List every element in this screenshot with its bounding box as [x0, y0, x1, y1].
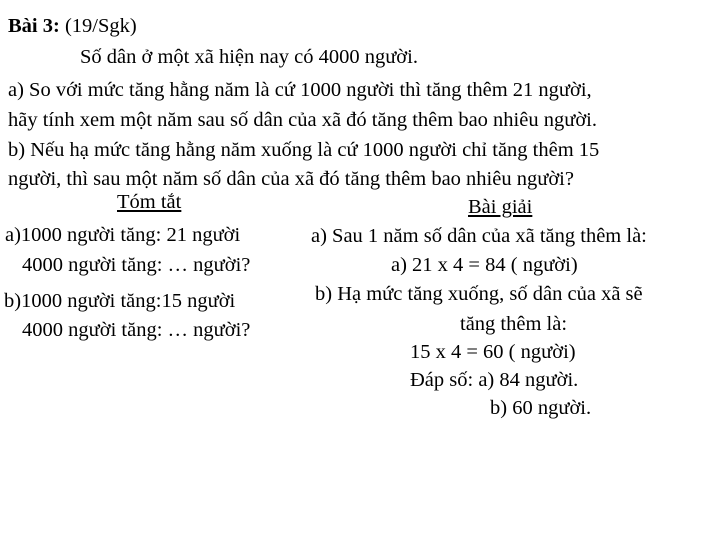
question-a-line-1: a) So với mức tăng hằng năm là cứ 1000 người thì tăng thêm 21 người, — [8, 79, 592, 101]
summary-a-line-1: a)1000 người tăng: 21 người — [5, 224, 241, 246]
summary-heading: Tóm tắt — [117, 191, 182, 213]
solution-b-line-3: 15 x 4 = 60 ( người) — [410, 341, 576, 363]
solution-a-line-2: a) 21 x 4 = 84 ( người) — [391, 254, 578, 276]
summary-b-line-1: b)1000 người tăng:15 người — [4, 290, 236, 312]
solution-heading: Bài giải — [468, 196, 533, 218]
solution-b-line-2: tăng thêm là: — [460, 313, 568, 335]
solution-b-line-1: b) Hạ mức tăng xuống, số dân của xã sẽ — [315, 283, 643, 305]
problem-source: (19/Sgk) — [59, 15, 137, 37]
question-b-line-1: b) Nếu hạ mức tăng hằng năm xuống là cứ 1000 người chỉ tăng thêm 15 — [8, 139, 600, 161]
answer-line-2: b) 60 người. — [490, 397, 592, 419]
problem-intro: Số dân ở một xã hiện nay có 4000 người. — [80, 46, 418, 68]
problem-label: Bài 3: — [8, 15, 60, 37]
summary-b-line-2: 4000 người tăng: … người? — [22, 319, 251, 341]
solution-a-line-1: a) Sau 1 năm số dân của xã tăng thêm là: — [311, 225, 647, 247]
answer-line-1: Đáp số: a) 84 người. — [410, 369, 579, 391]
question-b-line-2: người, thì sau một năm số dân của xã đó tăng thêm bao nhiêu người? — [8, 168, 574, 190]
summary-a-line-2: 4000 người tăng: … người? — [22, 254, 251, 276]
question-a-line-2: hãy tính xem một năm sau số dân của xã đó tăng thêm bao nhiêu người. — [8, 109, 597, 131]
problem-heading — [8, 16, 137, 37]
